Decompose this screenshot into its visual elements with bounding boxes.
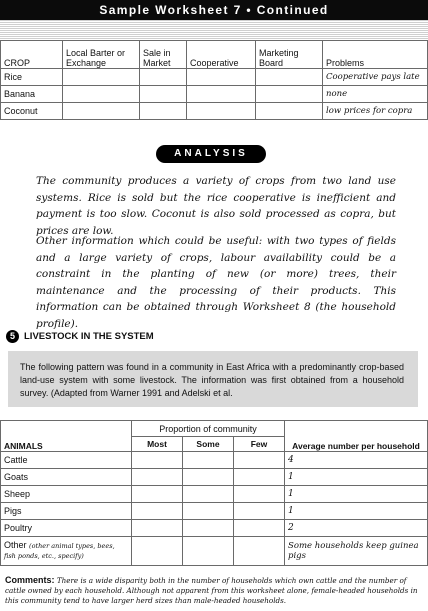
average-value: 2 <box>285 520 428 537</box>
crop-problem: low prices for copra <box>323 103 428 120</box>
table-cell <box>132 452 183 469</box>
animals-col-header: ANIMALS <box>1 421 132 452</box>
table-cell <box>140 103 187 120</box>
table-row <box>1 469 428 486</box>
crop-table-header-row <box>1 41 428 69</box>
crop-table <box>0 40 428 120</box>
analysis-paragraph-2: Other information which could be useful: with two types of fields and a large variety of crops, labour availability could be a constraint in the planting of new (or more) trees, their maintenance and the processing of their products. This information can be obtained through Worksheet 8 (the household profile). <box>36 235 396 330</box>
table-row <box>1 86 428 103</box>
other-average: Some households keep guinea pigs <box>285 537 428 566</box>
crop-name: Rice <box>1 69 63 86</box>
table-cell <box>132 520 183 537</box>
header-hatch-band <box>0 20 428 40</box>
table-cell <box>132 469 183 486</box>
section-number-badge: 5 <box>6 330 19 343</box>
animal-name: Poultry <box>1 520 132 537</box>
table-cell <box>183 469 234 486</box>
average-value: 1 <box>285 486 428 503</box>
other-label: Other <box>4 540 27 550</box>
worksheet-header: Sample Worksheet 7 • Continued <box>0 0 428 20</box>
table-cell <box>234 503 285 520</box>
problems-col-header: Problems <box>323 41 428 69</box>
table-cell <box>183 520 234 537</box>
animal-name: Sheep <box>1 486 132 503</box>
section-title: LIVESTOCK IN THE SYSTEM <box>24 331 154 342</box>
animal-name: Cattle <box>1 452 132 469</box>
table-cell <box>234 537 285 566</box>
animal-name: Pigs <box>1 503 132 520</box>
table-row <box>1 486 428 503</box>
average-value: 1 <box>285 469 428 486</box>
intro-text: The following pattern was found in a community in East Africa with a predominantly crop-based land-use system with some livestock. The information was first obtained from a household survey. (Adapted from Warner 1991 and Adelski et al. <box>20 362 404 398</box>
market-col-header: Sale in Market <box>140 41 187 69</box>
comments-label: Comments: <box>5 575 55 585</box>
average-col-header: Average number per household <box>285 421 428 452</box>
marketing-board-col-header: Marketing Board <box>256 41 323 69</box>
table-cell <box>63 103 140 120</box>
table-cell <box>63 69 140 86</box>
table-cell <box>132 486 183 503</box>
table-cell <box>183 537 234 566</box>
average-value: 1 <box>285 503 428 520</box>
crop-problem: none <box>323 86 428 103</box>
average-value: 4 <box>285 452 428 469</box>
analysis-heading: ANALYSIS <box>156 145 266 163</box>
table-cell <box>256 103 323 120</box>
table-cell <box>256 69 323 86</box>
table-cell <box>234 486 285 503</box>
table-cell <box>140 86 187 103</box>
table-cell <box>234 469 285 486</box>
comments-text: There is a wide disparity both in the number of households which own cattle and the number of cattle owned by each household. Although not apparent from this worksheet alone, female-headed households in this community tend to have larger herd sizes than male-headed households. <box>5 576 418 605</box>
table-cell <box>140 69 187 86</box>
table-cell <box>63 86 140 103</box>
few-col-header: Few <box>234 437 285 452</box>
table-cell <box>187 69 256 86</box>
animals-table <box>0 420 428 566</box>
table-row <box>1 69 428 86</box>
crop-name: Banana <box>1 86 63 103</box>
crop-problem: Cooperative pays late <box>323 69 428 86</box>
cooperative-col-header: Cooperative <box>187 41 256 69</box>
table-row <box>1 103 428 120</box>
animal-name: Goats <box>1 469 132 486</box>
crop-name: Coconut <box>1 103 63 120</box>
table-row <box>1 452 428 469</box>
table-row <box>1 503 428 520</box>
some-col-header: Some <box>183 437 234 452</box>
table-cell <box>183 503 234 520</box>
barter-col-header: Local Barter or Exchange <box>63 41 140 69</box>
comments-block <box>5 575 423 606</box>
most-col-header: Most <box>132 437 183 452</box>
other-animals-cell <box>1 537 132 566</box>
proportion-col-header: Proportion of community <box>132 421 285 437</box>
analysis-paragraph-1: The community produces a variety of crops from two land use systems. Rice is sold but the rice cooperative is inefficient and payment is too slow. Coconut is also sold processed as copra, but prices are low. <box>36 175 396 237</box>
intro-box <box>8 351 418 407</box>
crop-col-header: CROP <box>1 41 63 69</box>
table-cell <box>234 452 285 469</box>
table-cell <box>187 86 256 103</box>
table-cell <box>187 103 256 120</box>
table-cell <box>183 452 234 469</box>
other-note: (other animal types, bees, fish ponds, etc., specify) <box>4 542 115 560</box>
table-row <box>1 537 428 566</box>
animals-header-row-1 <box>1 421 428 437</box>
table-cell <box>132 537 183 566</box>
table-cell <box>183 486 234 503</box>
table-row <box>1 520 428 537</box>
table-cell <box>256 86 323 103</box>
table-cell <box>234 520 285 537</box>
table-cell <box>132 503 183 520</box>
